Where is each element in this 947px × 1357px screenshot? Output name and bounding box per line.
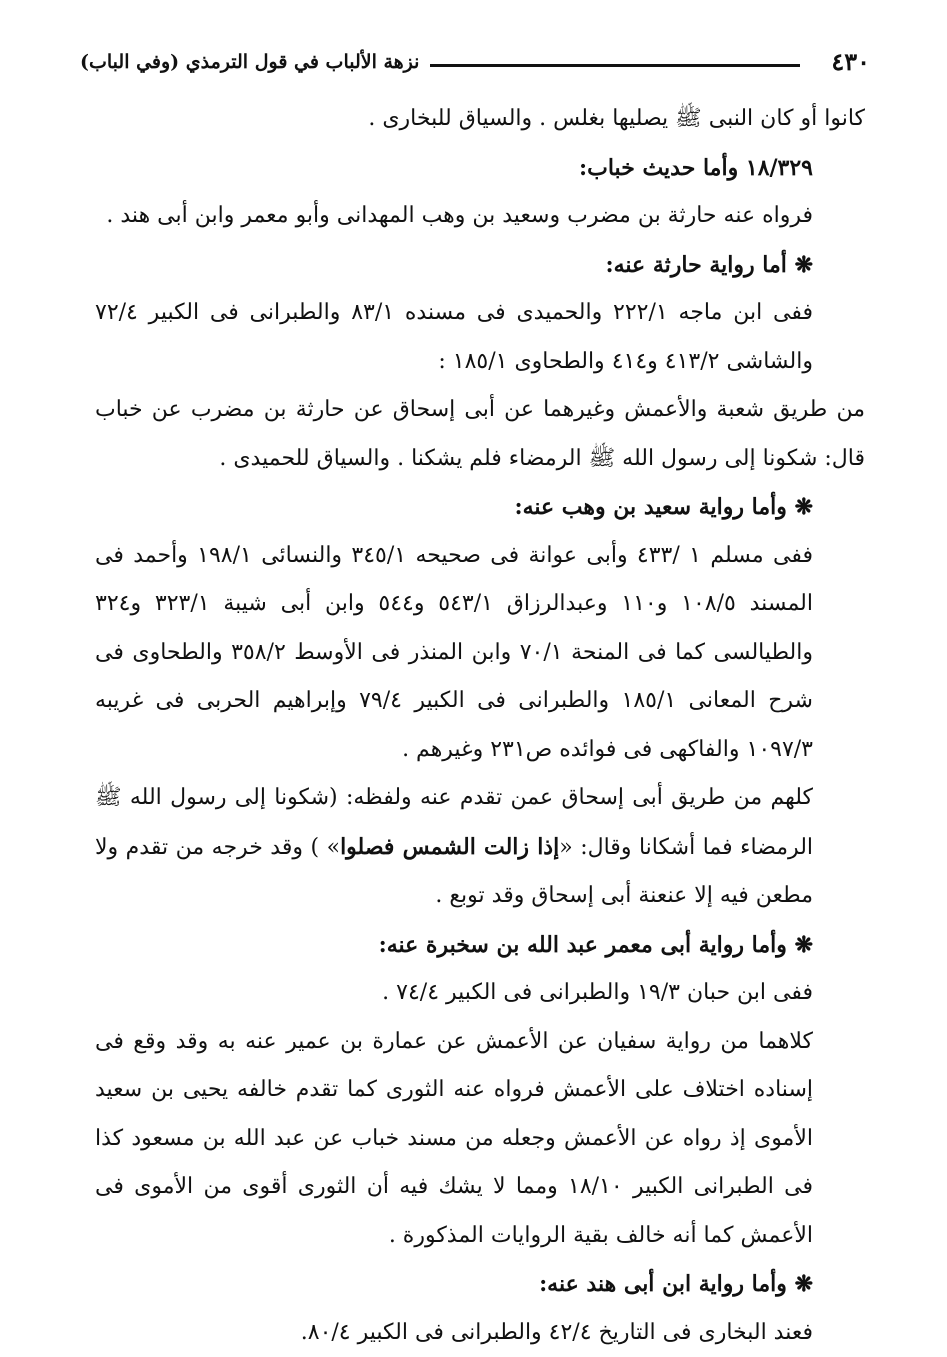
- subheading-haritha: [95, 241, 865, 290]
- paragraph-haritha-chain: من طريق شعبة والأعمش وغيرهما عن أبى إسحاق عن حارثة بن مضرب عن خباب قال: شكونا إلى رسول الله ﷺ الرمضاء فلم يشكنا . والسياق للحميدى .: [95, 386, 865, 483]
- subheading-saeed-text: وأما رواية سعيد بن وهب عنه:: [514, 494, 786, 520]
- subheading-abu-mamar: [95, 921, 865, 970]
- asterisk-icon: ❋: [795, 1271, 813, 1297]
- paragraph-saeed-chain-tail: » ) وقد خرجه من تقدم ولا مطعن فيه إلا عنعنة أبى إسحاق وقد توبع .: [95, 835, 813, 909]
- page-body: [95, 95, 865, 1357]
- paragraph-narrators: فرواه عنه حارثة بن مضرب وسعيد بن وهب المهدانى وأبو معمر وابن أبى هند .: [95, 192, 865, 241]
- asterisk-icon: ❋: [795, 252, 813, 278]
- paragraph-ibn-abi-hind-sources: فعند البخارى فى التاريخ ٤٢/٤ والطبرانى فى الكبير ٨٠/٤.: [95, 1309, 865, 1357]
- paragraph-haritha-sources: ففى ابن ماجه ٢٢٢/١ والحميدى فى مسنده ٨٣/١ والطبرانى فى الكبير ٧٢/٤ والشاشى ٤١٣/٢ و٤١٤ والطحاوى ١٨٥/١ :: [95, 289, 865, 386]
- subheading-saeed: [95, 483, 865, 532]
- asterisk-icon: ❋: [795, 932, 813, 958]
- subheading-ibn-abi-hind-text: وأما رواية ابن أبى هند عنه:: [539, 1271, 787, 1297]
- asterisk-icon: ❋: [795, 494, 813, 520]
- paragraph-abu-mamar-sources: ففى ابن حبان ١٩/٣ والطبرانى فى الكبير ٧٤/٤ .: [95, 969, 865, 1018]
- running-title: نزهة الألباب في قول الترمذي (وفي الباب): [80, 42, 419, 82]
- paragraph-saeed-chain: [95, 774, 865, 921]
- subheading-ibn-abi-hind: [95, 1260, 865, 1309]
- section-heading-khabbab: ١٨/٣٢٩ وأما حديث خباب:: [95, 144, 865, 193]
- paragraph-saeed-chain-text: كلهم من طريق أبى إسحاق عمن تقدم عنه ولفظه: (شكونا إلى رسول الله ﷺ الرمضاء فما أشكانا وقال: «: [95, 785, 813, 860]
- header-rule: [430, 64, 800, 67]
- subheading-haritha-text: أما رواية حارثة عنه:: [606, 252, 787, 278]
- running-header: [80, 42, 870, 82]
- subheading-abu-mamar-text: وأما رواية أبى معمر عبد الله بن سخبرة عنه:: [379, 932, 787, 958]
- hadith-quote: إذا زالت الشمس فصلوا: [340, 834, 559, 860]
- paragraph-continuation: كانوا أو كان النبى ﷺ يصليها بغلس . والسياق للبخارى .: [95, 95, 865, 144]
- page-number: ٤٣٠: [831, 42, 870, 82]
- paragraph-abu-mamar-discussion: كلاهما من رواية سفيان عن الأعمش عن عمارة بن عمير عنه به وقد وقع فى إسناده اختلاف على الأعمش فرواه عنه الثورى كما تقدم خالفه يحيى بن سعيد الأموى إذ رواه عن الأعمش وجعله من مسند خباب عن عبد الله بن مسعود كذا فى الطبرانى الكبير ١٨/١٠ ومما لا يشك فيه أن الثورى أقوى من الأموى فى الأعمش كما أنه خالف بقية الروايات المذكورة .: [95, 1018, 865, 1261]
- paragraph-saeed-sources: ففى مسلم ١ /٤٣٣ وأبى عوانة فى صحيحه ٣٤٥/١ والنسائى ١٩٨/١ وأحمد فى المسند ١٠٨/٥ و١١٠ وعبدالرزاق ٥٤٣/١ و٥٤٤ وابن أبى شيبة ٣٢٣/١ و٣٢٤ والطيالسى كما فى المنحة ٧٠/١ وابن المنذر فى الأوسط ٣٥٨/٢ والطحاوى فى شرح المعانى ١٨٥/١ والطبرانى فى الكبير ٧٩/٤ وإبراهيم الحربى فى غريبه ١٠٩٧/٣ والفاكهى فى فوائده ص٢٣١ وغيرهم .: [95, 532, 865, 775]
